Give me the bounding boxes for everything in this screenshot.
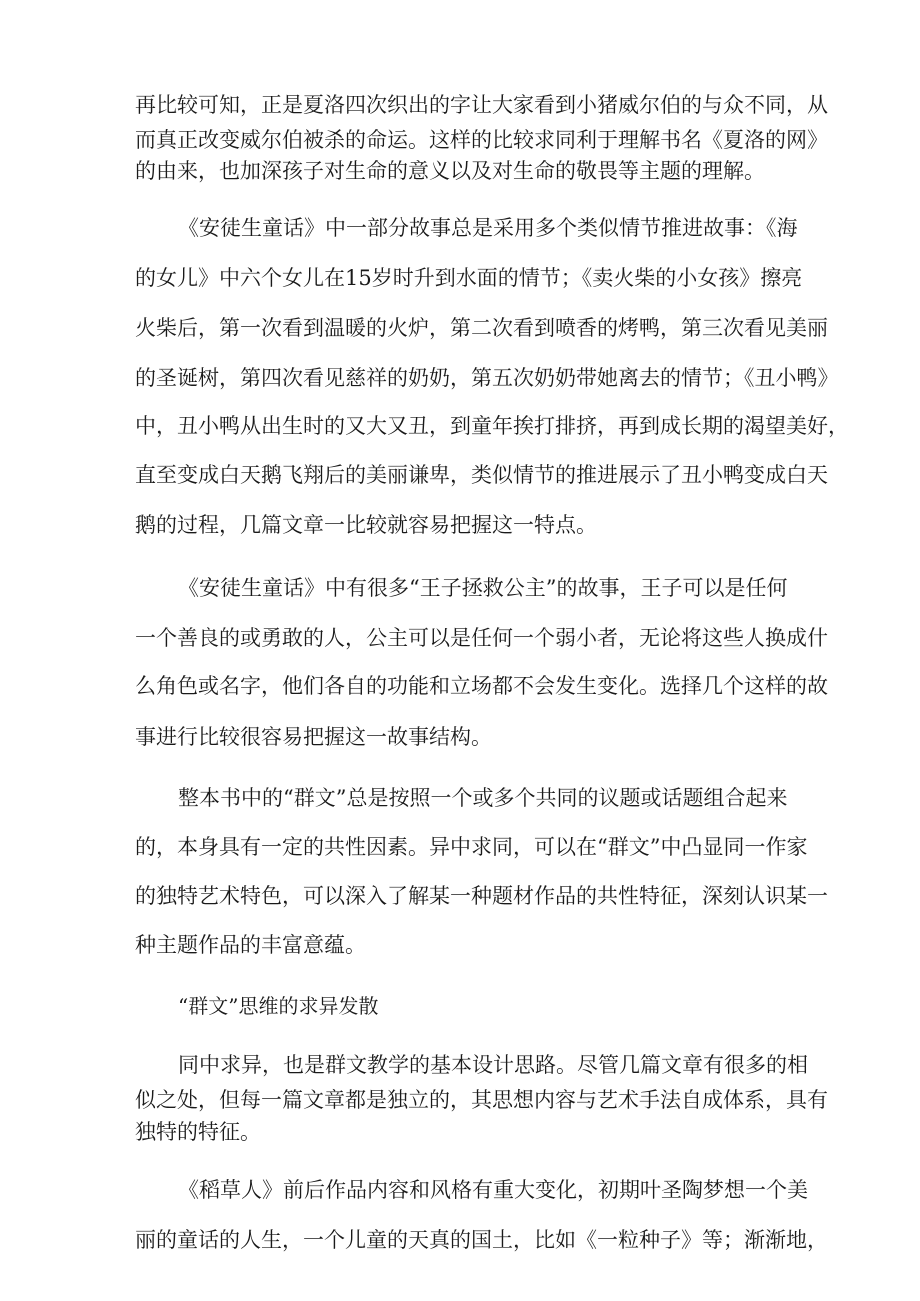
paragraph-6-line-1: 《稻草人》前后作品内容和风格有重大变化，初期叶圣陶梦想一个美 — [178, 1178, 808, 1202]
paragraph-5-line-2: 似之处，但每一篇文章都是独立的，其思想内容与艺术手法自成体系，具有 — [135, 1088, 828, 1112]
paragraph-3-line-2: 一个善良的或勇敢的人，公主可以是任何一个弱小者，无论将这些人换成什 — [135, 626, 828, 650]
paragraph-2-line-5: 中，丑小鸭从出生时的又大又丑，到童年挨打排挤，再到成长期的渴望美好， — [135, 414, 849, 438]
paragraph-2-line-4: 的圣诞树，第四次看见慈祥的奶奶，第五次奶奶带她离去的情节；《丑小鸭》 — [135, 366, 839, 390]
paragraph-3-line-4: 事进行比较很容易把握这一故事结构。 — [135, 725, 492, 749]
paragraph-2-line-2: 的女儿》中六个女儿在15岁时升到水面的情节；《卖火柴的小女孩》擦亮 — [135, 266, 803, 290]
paragraph-3-line-3: 么角色或名字，他们各自的功能和立场都不会发生变化。选择几个这样的故 — [135, 674, 828, 698]
section-heading: “群文”思维的求异发散 — [178, 994, 379, 1018]
paragraph-5-line-3: 独特的特征。 — [135, 1120, 261, 1144]
paragraph-2-line-6: 直至变成白天鹅飞翔后的美丽谦卑，类似情节的推进展示了丑小鸭变成白天 — [135, 463, 828, 487]
paragraph-2-line-1: 《安徒生童话》中一部分故事总是采用多个类似情节推进故事：《海 — [178, 216, 798, 240]
paragraph-2-line-7: 鹅的过程，几篇文章一比较就容易把握这一特点。 — [135, 513, 597, 537]
paragraph-4-line-3: 的独特艺术特色，可以深入了解某一种题材作品的共性特征，深刻认识某一 — [135, 884, 828, 908]
paragraph-4-line-2: 的，本身具有一定的共性因素。异中求同，可以在“群文”中凸显同一作家 — [135, 835, 808, 859]
paragraph-5-line-1: 同中求异，也是群文教学的基本设计思路。尽管几篇文章有很多的相 — [178, 1053, 808, 1077]
paragraph-3-line-1: 《安徒生童话》中有很多“王子拯救公主”的故事，王子可以是任何 — [178, 576, 788, 600]
paragraph-6-line-2: 丽的童话的人生，一个儿童的天真的国土，比如《一粒种子》等；渐渐地， — [135, 1228, 828, 1252]
paragraph-1-line-2: 而真正改变威尔伯被杀的命运。这样的比较求同利于理解书名《夏洛的网》 — [135, 128, 828, 152]
paragraph-1-line-1: 再比较可知，正是夏洛四次织出的字让大家看到小猪威尔伯的与众不同，从 — [135, 93, 828, 117]
paragraph-4-line-1: 整本书中的“群文”总是按照一个或多个共同的议题或话题组合起来 — [178, 786, 788, 810]
paragraph-2-line-3: 火柴后，第一次看到温暖的火炉，第二次看到喷香的烤鸭，第三次看见美丽 — [135, 316, 828, 340]
paragraph-4-line-4: 种主题作品的丰富意蕴。 — [135, 933, 366, 957]
paragraph-1-line-3: 的由来，也加深孩子对生命的意义以及对生命的敬畏等主题的理解。 — [135, 159, 765, 183]
